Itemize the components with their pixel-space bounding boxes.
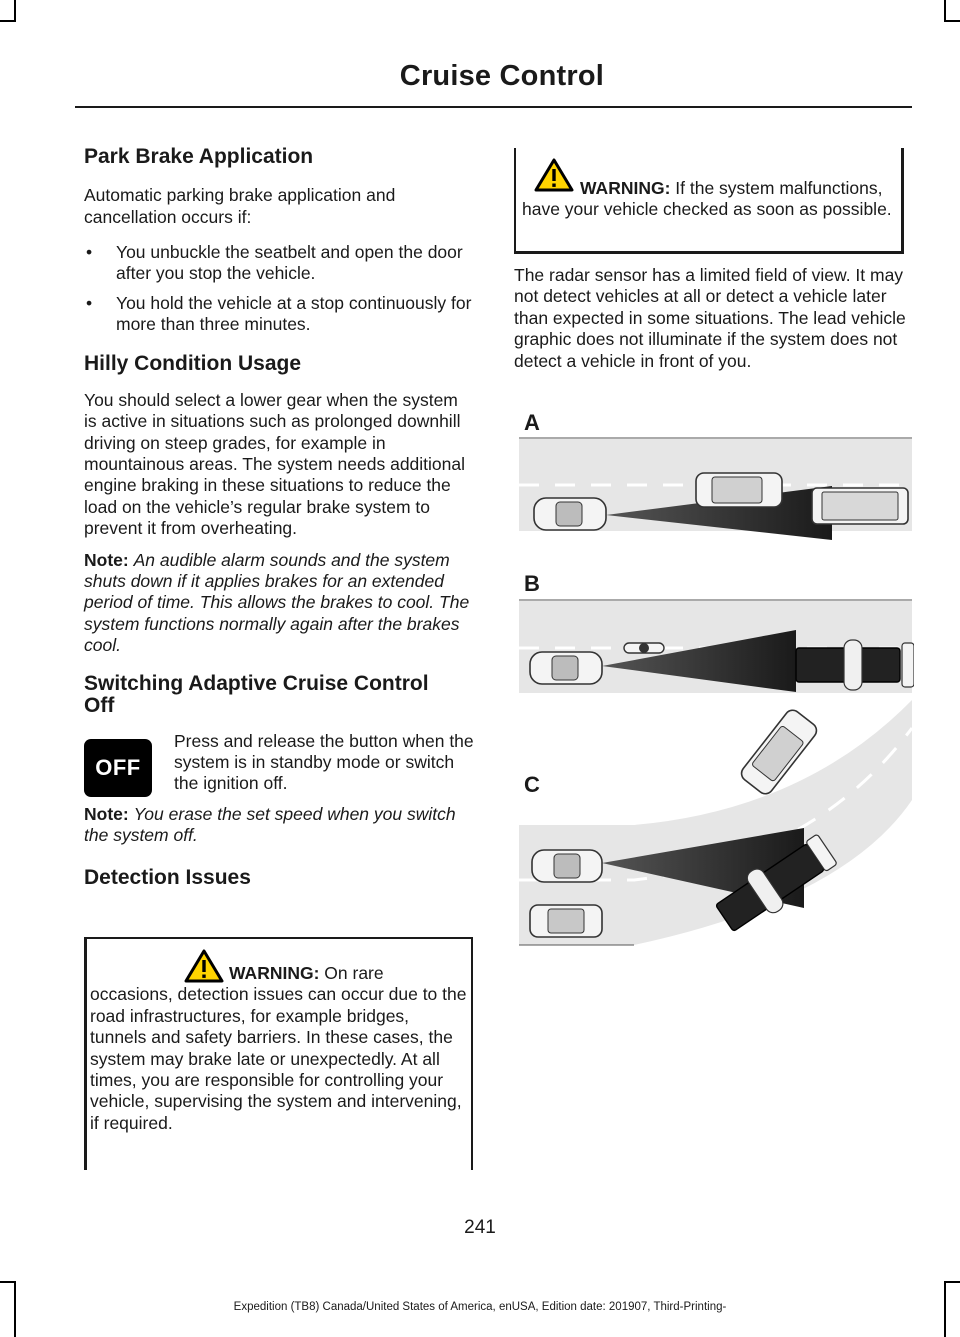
warning-text-detection bbox=[90, 963, 468, 1134]
motorcycle-icon bbox=[624, 643, 664, 653]
crop-mark bbox=[944, 1281, 960, 1283]
header-divider bbox=[75, 106, 912, 108]
note-label: Note: bbox=[84, 803, 129, 824]
page-title: Cruise Control bbox=[399, 60, 604, 92]
switch-off-note bbox=[84, 804, 474, 847]
car-icon bbox=[532, 850, 602, 882]
off-button-icon: OFF bbox=[84, 739, 152, 797]
section-heading-detection: Detection Issues bbox=[84, 866, 251, 890]
hilly-body: You should select a lower gear when the system is active in situations such as prolonged downhill driving on steep grades, for example in mountainous areas. The system needs additional engine braking in these situations to reduce the load on the vehicle’s regular brake system to prevent it from overheating. bbox=[84, 389, 466, 539]
heading-line: Off bbox=[84, 693, 115, 717]
heading-line: Switching Adaptive Cruise Control bbox=[84, 671, 429, 695]
note-label: Note: bbox=[84, 549, 129, 570]
diagram-label-a: A bbox=[524, 410, 540, 435]
page-number: 241 bbox=[464, 1217, 496, 1238]
left-column bbox=[84, 145, 474, 891]
radar-body: The radar sensor has a limited field of view. It may not detect vehicles at all or detect a vehicle later than expected in some situations. The lead vehicle graphic does not illuminate if the system does not detect a vehicle in front of you. bbox=[514, 265, 906, 371]
crop-mark bbox=[0, 20, 16, 22]
section-heading-park-brake: Park Brake Application bbox=[84, 145, 314, 168]
edition-footer: Expedition (TB8) Canada/United States of America, enUSA, Edition date: 201907, Third-Printing- bbox=[233, 1301, 727, 1313]
car-icon bbox=[534, 498, 606, 530]
note-text: An audible alarm sounds and the system shuts down if it applies brakes for an extended period of time. This allows the brakes to cool. The system functions normally again after the brakes cool. bbox=[84, 549, 470, 656]
suv-icon bbox=[696, 473, 782, 507]
section-heading-hilly: Hilly Condition Usage bbox=[84, 351, 302, 375]
warning-text-malfunction bbox=[522, 178, 900, 221]
switch-off-row bbox=[84, 731, 474, 799]
warning-text: If the system malfunctions, have your vehicle checked as soon as possible. bbox=[522, 178, 892, 220]
diagram-label-b: B bbox=[524, 571, 540, 596]
van-icon bbox=[812, 488, 908, 524]
warning-border bbox=[901, 148, 904, 251]
list-item: • You hold the vehicle at a stop continuously for more than three minutes. bbox=[84, 293, 474, 336]
warning-border bbox=[471, 939, 473, 1170]
diagram-label-c: C bbox=[524, 772, 540, 797]
radar-field-of-view-diagram bbox=[514, 400, 914, 960]
warning-label: WARNING: bbox=[229, 963, 320, 983]
warning-border bbox=[84, 939, 87, 1170]
hilly-note bbox=[84, 550, 474, 657]
warning-box-detection bbox=[84, 937, 473, 1170]
list-item: • You unbuckle the seatbelt and open the door after you stop the vehicle. bbox=[84, 242, 474, 285]
crop-mark bbox=[14, 0, 16, 20]
note-text: You erase the set speed when you switch the system off. bbox=[84, 803, 456, 845]
warning-text: On rare occasions, detection issues can occur due to the road infrastructures, for example bridges, tunnels and safety barriers. In these cases, the system may brake late or unexpectedly. At all times, you are responsible for controlling your vehicle, supervising the system and intervening, if required. bbox=[90, 963, 467, 1133]
park-brake-intro: Automatic parking brake application and cancellation occurs if: bbox=[84, 185, 396, 227]
car-icon bbox=[530, 905, 602, 937]
warning-label: WARNING: bbox=[580, 178, 671, 198]
warning-border bbox=[514, 148, 516, 251]
truck-icon bbox=[796, 640, 914, 690]
park-brake-list bbox=[84, 242, 474, 336]
warning-box-malfunction bbox=[514, 148, 904, 254]
car-icon bbox=[530, 652, 602, 684]
crop-mark bbox=[0, 1281, 16, 1283]
section-heading-switch-off bbox=[84, 673, 474, 717]
switch-off-body: Press and release the button when the system is in standby mode or switch the ignition off. bbox=[174, 730, 474, 794]
crop-mark bbox=[944, 20, 960, 22]
crop-mark bbox=[944, 0, 946, 20]
